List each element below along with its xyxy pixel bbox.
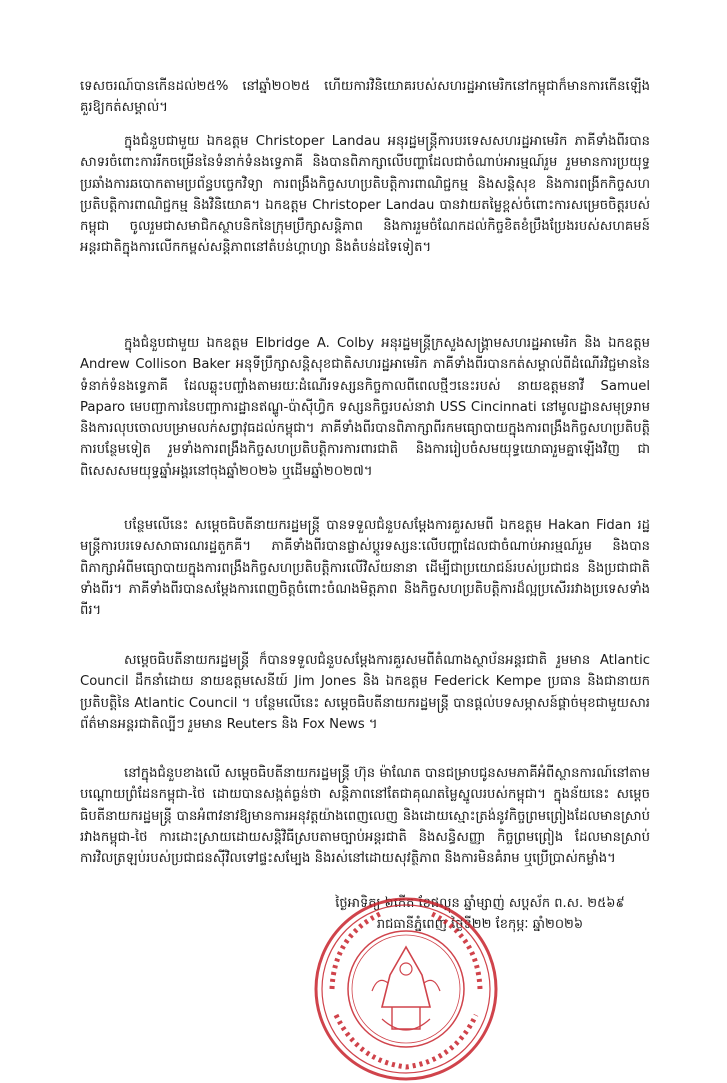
paragraph-landau-meeting: ក្នុងជំនួបជាមួយ ឯកឧត្តម Christoper Landau អនុរដ្ឋមន្ត្រីការបរទេសសហរដ្ឋអាមេរិក ភាគីទាំងពីរបានសាទរចំពោះការរីកចម្រើននៃទំនាក់ទំនងទ្វេភាគី និងបានពិភាក្សាលើបញ្ហាដែលជាចំណាប់អារម្មណ៍រួម រួមមានការប្រយុទ្ធប្រឆាំងការឆបោកតាមប្រព័ន្ធបច្ចេកវិទ្យា ការពង្រឹងកិច្ចសហប្រតិបត្តិការពាណិជ្ជកម្ម និងសន្តិសុខ និងការពង្រីកកិច្ចសហប្រតិបត្តិការពាណិជ្ជកម្ម និងវិនិយោគ។ ឯកឧត្តម Christoper Landau បានវាយតម្លៃខ្ពស់ចំពោះការសម្រេចចិត្តរបស់កម្ពុជា ចូលរួមជាសមាជិកស្ថាបនិកនៃក្រុមប្រឹក្សាសន្តិភាព និងការរួមចំណែកដល់កិច្ចខិតខំប្រឹងប្រែងរបស់សហគមន៍អន្តរជាតិក្នុងការលើកកម្ពស់សន្តិភាពនៅតំបន់ហ្គាហ្សា និងតំបន់ដទៃទៀត។ [80,134,650,256]
gregorian-date-line: រាជធានីភ្នំពេញ ថ្ងៃទី២២ ខែកុម្ភៈ ឆ្នាំ២០២៦ [376,917,584,932]
paragraph-fidan-meeting: បន្ថែមលើនេះ សម្តេចធិបតីនាយករដ្ឋមន្ត្រី បានទទួលជំនួបសម្តែងការគួរសមពី ឯកឧត្តម Hakan Fidan រដ្ឋមន្ត្រីការបរទេសសាធារណរដ្ឋតួកគី។ ភាគីទាំងពីរបានផ្លាស់ប្តូរទស្សនៈលើបញ្ហាដែលជាចំណាប់អារម្មណ៍រួម និងបានពិភាក្សាអំពីមធ្យោបាយក្នុងការពង្រឹងកិច្ចសហប្រតិបត្តិការលើវិស័យនានា ដើម្បីជាប្រយោជន៍របស់ប្រជាជន និងប្រជាជាតិទាំងពីរ។ ភាគីទាំងពីរបានសម្តែងការពេញចិត្តចំពោះចំណងមិត្តភាព និងកិច្ចសហប្រតិបត្តិការដ៏ល្អប្រសើររវាងប្រទេសទាំងពីរ។ [80,518,650,619]
paragraph-border-situation: នៅក្នុងជំនួបខាងលើ សម្តេចធិបតីនាយករដ្ឋមន្ត្រី ហ៊ុន ម៉ាណែត បានជម្រាបជូនសមភាគីអំពីស្ថានការណ៍នៅតាមបណ្តោយព្រំដែនកម្ពុជា-ថៃ ដោយបានសង្កត់ធ្ងន់ថា សន្តិភាពនៅតែជាគុណតម្លៃស្នូលរបស់កម្ពុជា។ ក្នុងន័យនេះ សម្តេចធិបតីនាយករដ្ឋមន្ត្រី បានអំពាវនាវឱ្យមានការអនុវត្តយ៉ាងពេញលេញ និងដោយស្មោះត្រង់នូវកិច្ចព្រមព្រៀងដែលមានស្រាប់ រវាងកម្ពុជា-ថៃ ការដោះស្រាយដោយសន្តិវិធីស្របតាមច្បាប់អន្តរជាតិ និងសន្ធិសញ្ញា កិច្ចព្រមព្រៀង ដែលមានស្រាប់ ការវិលត្រឡប់របស់ប្រជាជនស៊ីវិលទៅផ្ទះសម្បែង និងរស់នៅដោយសុវត្ថិភាព និងការមិនគំរាម ឬប្រើប្រាស់កម្លាំង។ [80,766,650,867]
paragraph-colby-baker-meeting: ក្នុងជំនួបជាមួយ ឯកឧត្តម Elbridge A. Colby អនុរដ្ឋមន្ត្រីក្រសួងសង្គ្រាមសហរដ្ឋអាមេរិក និង ឯកឧត្តម Andrew Collison Baker អនុទីប្រឹក្សាសន្តិសុខជាតិសហរដ្ឋអាមេរិក ភាគីទាំងពីរបានកត់សម្គាល់ពីដំណើរវិជ្ជមាននៃទំនាក់ទំនងទ្វេភាគី ដែលឆ្លុះបញ្ចាំងតាមរយៈដំណើរទស្សនកិច្ចកាលពីពេលថ្មីៗនេះរបស់ នាយឧត្តមនាវី Samuel Paparo មេបញ្ជាការនៃបញ្ជាការដ្ឋានឥណ្ឌូ-ប៉ាស៊ីហ្វិក ទស្សនកិច្ចរបស់នាវា USS Cincinnati នៅមូលដ្ឋានសមុទ្ររាម និងការលុបចោលបម្រាមលក់សព្វាវុធដល់កម្ពុជា។ ភាគីទាំងពីរបានពិភាក្សាពីរកមធ្យោបាយក្នុងការពង្រឹងកិច្ចសហប្រតិបត្តិការបន្ថែមទៀត រួមទាំងការពង្រឹងកិច្ចសហប្រតិបត្តិការការពារជាតិ និងការរៀបចំសមយុទ្ធយោធារួមគ្នាឡើងវិញ ជាពិសេសសមយុទ្ធឆ្នាំអង្គរនៅចុងឆ្នាំ២០២៦ ឬដើមឆ្នាំ២០២៧។ [80,336,650,479]
paragraph-atlantic-council: សម្តេចធិបតីនាយករដ្ឋមន្ត្រី ក៏បានទទួលជំនួបសម្តែងការគួរសមពីតំណាងស្ថាប័នអន្តរជាតិ រួមមាន Atlantic Council ដឹកនាំដោយ នាយឧត្តមសេនីយ៍ Jim Jones និង ឯកឧត្តម Federick Kempe ប្រធាន និងជានាយកប្រតិបត្តិនៃ Atlantic Council ។ បន្ថែមលើនេះ សម្តេចធិបតីនាយករដ្ឋមន្ត្រី បានផ្តល់បទសម្ភាសន៍ផ្តាច់មុខជាមួយសារព័ត៌មានអន្តរជាតិល្បីៗ រួមមាន Reuters និង Fox News ។ [80,653,650,732]
paragraph-tourism: ទេសចរណ៍បានកើនដល់២៥% នៅឆ្នាំ២០២៥ ហើយការវិនិយោគរបស់សហរដ្ឋអាមេរិកនៅកម្ពុជាក៏មានការកើនឡើងគួរឱ្យកត់សម្គាល់។ [80,79,650,116]
lunar-date-line: ថ្ងៃអាទិត្យ ៦កើត ខែផល្គុន ឆ្នាំម្សាញ់ សប្តស័ក ព.ស. ២៥៦៩ [335,896,625,911]
official-seal-stamp [312,895,500,1083]
